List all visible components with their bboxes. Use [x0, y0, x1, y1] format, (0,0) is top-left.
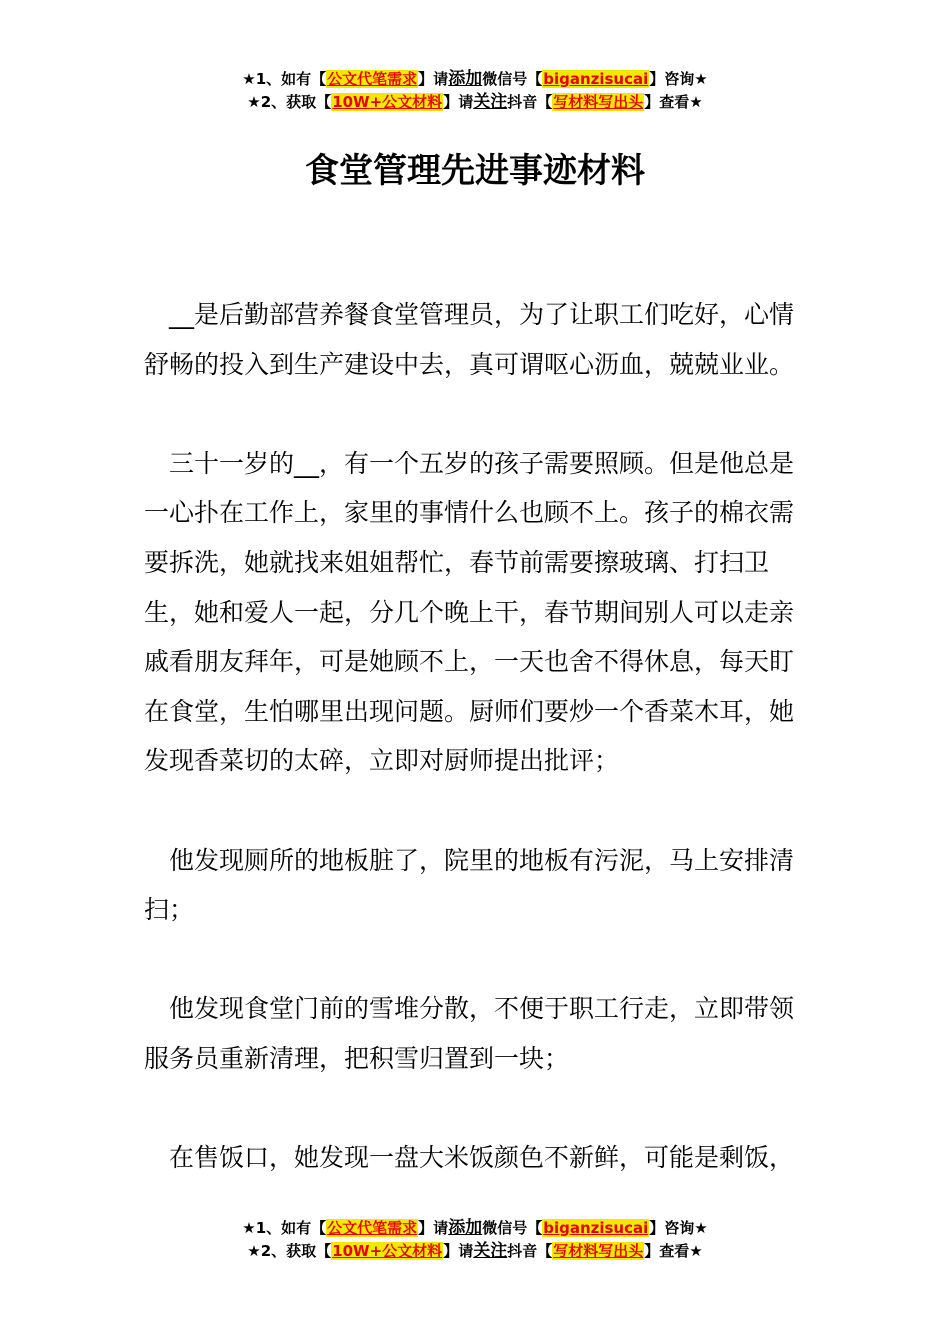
- banner-text: 抖音【: [507, 1242, 553, 1260]
- banner-highlight: 写材料写出头: [553, 93, 644, 111]
- paragraph: 在售饭口，她发现一盘大米饭颜色不新鲜，可能是剩饭，: [169, 1143, 795, 1173]
- document-body: [144, 290, 810, 1232]
- banner-highlight: biganzisucai: [543, 70, 649, 88]
- paragraph: 他发现厕所的地板脏了，院里的地板有污泥，马上安排清扫；: [144, 845, 795, 925]
- paragraph: __是后勤部营养餐食堂管理员，为了让职工们吃好，心情舒畅的投入到生产建设中去，真可谓呕心沥血，兢兢业业。: [144, 300, 795, 379]
- banner-highlight: 公文代笔需求: [327, 1219, 418, 1237]
- banner-text: 】查看★: [644, 1242, 703, 1260]
- banner-text: 】咨询★: [649, 1219, 708, 1237]
- banner-highlight: 10W+公文材料: [332, 93, 443, 111]
- banner-highlight: biganzisucai: [543, 1219, 649, 1237]
- banner-text: 微信号【: [482, 70, 543, 88]
- document-title: 食堂管理先进事迹材料: [305, 151, 645, 191]
- banner-emphasis: 关注: [473, 92, 508, 112]
- banner-text: ★1、如有【: [242, 1219, 327, 1237]
- banner-emphasis: 关注: [473, 1241, 508, 1261]
- banner-text: ★2、获取【: [247, 1242, 332, 1260]
- footer-banner: [0, 1217, 950, 1263]
- banner-text: 】请: [443, 1242, 474, 1260]
- banner-text: 抖音【: [507, 93, 553, 111]
- banner-highlight: 10W+公文材料: [332, 1242, 443, 1260]
- banner-text: ★2、获取【: [247, 93, 332, 111]
- banner-emphasis: 添加: [448, 69, 483, 89]
- banner-line-1: [0, 1217, 950, 1240]
- banner-emphasis: 添加: [448, 1218, 483, 1238]
- banner-text: 微信号【: [482, 1219, 543, 1237]
- banner-text: 】查看★: [644, 93, 703, 111]
- banner-line-2: [0, 91, 950, 114]
- banner-line-1: [0, 68, 950, 91]
- paragraph: 三十一岁的__，有一个五岁的孩子需要照顾。但是他总是一心扑在工作上，家里的事情什么也顾不上。孩子的棉衣需要拆洗，她就找来姐姐帮忙，春节前需要擦玻璃、打扫卫生，她和爱人一起，分几个晚上干，春节期间别人可以走亲戚看朋友拜年，可是她顾不上，一天也舍不得休息，每天盯在食堂，生怕哪里出现问题。厨师们要炒一个香菜木耳，她发现香菜切的太碎，立即对厨师提出批评；: [144, 448, 795, 776]
- banner-text: 】请: [418, 70, 449, 88]
- banner-text: 】请: [443, 93, 474, 111]
- banner-line-2: [0, 1240, 950, 1263]
- banner-highlight: 公文代笔需求: [327, 70, 418, 88]
- banner-highlight: 写材料写出头: [553, 1242, 644, 1260]
- banner-text: ★1、如有【: [242, 70, 327, 88]
- banner-text: 】请: [418, 1219, 449, 1237]
- paragraph: 他发现食堂门前的雪堆分散，不便于职工行走，立即带领服务员重新清理，把积雪归置到一块；: [144, 994, 795, 1073]
- banner-text: 】咨询★: [649, 70, 708, 88]
- header-banner: [0, 68, 950, 114]
